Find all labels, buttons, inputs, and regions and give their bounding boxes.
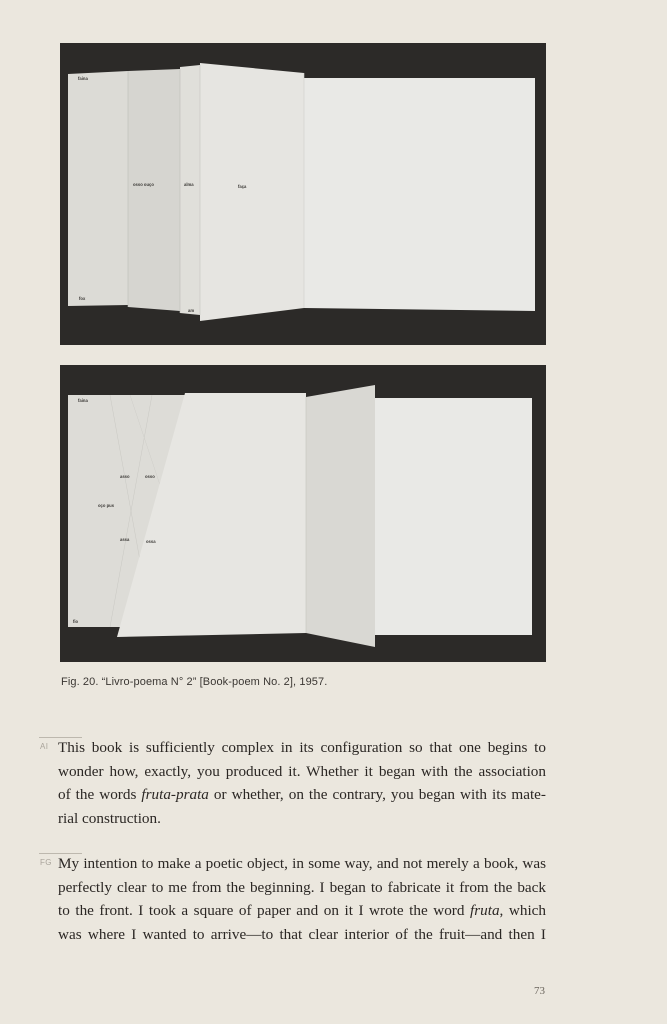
paragraph-line: was where I wanted to arrive—to that clear interior of the fruit—and then I (58, 925, 546, 943)
photo1-word-4: faça (238, 184, 247, 189)
paragraph-line: My intention to make a poetic object, in some way, and not merely a book, was (58, 855, 546, 872)
photo2-word-1: faina (78, 398, 88, 403)
paragraph-line: to the front. I took a square of paper and on it I wrote the word fruta, which (58, 902, 546, 920)
paragraph-line: of the words fruta-prata or whether, on the contrary, you began with its mate- (58, 786, 546, 804)
emphasis-fruta: fruta (470, 902, 500, 920)
paragraph-line: perfectly clear to me from the beginning. I began to fabricate it from the back (58, 878, 546, 896)
book-poem-photo-bottom (60, 365, 546, 662)
photo1-word-6: am (188, 308, 195, 313)
speaker-label-fg: FG (40, 858, 52, 867)
photo1-word-2: osso ouço (133, 182, 154, 187)
photo2-word-6: ossa (146, 539, 156, 544)
book-poem-illustration-bottom (60, 365, 546, 662)
photo2-word-2: asso (120, 474, 130, 479)
photo2-word-3: osso (145, 474, 155, 479)
book-poem-photo-top (60, 43, 546, 345)
paragraph-fg (58, 852, 546, 946)
photo2-word-4: oço pus (98, 503, 115, 508)
speaker-label-ai: AI (40, 742, 49, 751)
book-poem-illustration-top (60, 43, 546, 345)
paragraph-line: wonder how, exactly, you produced it. Whether it began with the association (58, 762, 546, 780)
photo1-word-3: alma (184, 182, 194, 187)
paragraph-ai (58, 736, 546, 830)
paragraph-line: This book is sufficiently complex in its configuration so that one begins to (58, 739, 546, 756)
emphasis-fruta-prata: fruta-prata (141, 786, 209, 804)
paragraph-line: rial construction. (58, 809, 161, 827)
photo2-word-5: assa (120, 537, 130, 542)
figure-caption: Fig. 20. “Livro-poema N° 2” [Book-poem No. 2], 1957. (61, 676, 328, 688)
photo2-word-7: fio (73, 619, 79, 624)
photo1-word-5: fox (79, 296, 86, 301)
page-number: 73 (534, 985, 545, 997)
photo1-word-1: faina (78, 76, 88, 81)
